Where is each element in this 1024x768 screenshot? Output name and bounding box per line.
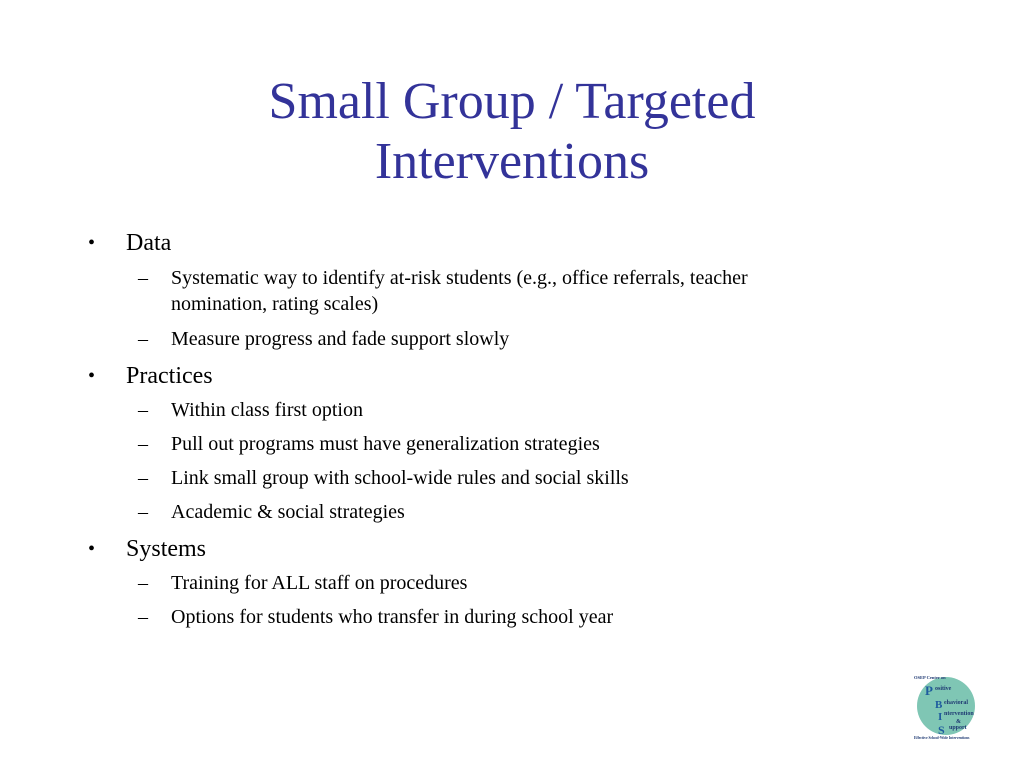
sub-bullet-marker: –: [138, 467, 148, 489]
title-line-1: Small Group / Targeted: [268, 73, 756, 130]
sub-bullet-marker: –: [138, 606, 148, 628]
sub-bullet-continuation: [171, 291, 378, 317]
sub-bullet: [138, 397, 363, 423]
pbis-logo: [908, 673, 998, 741]
sub-bullet: [138, 604, 614, 630]
bullet-text: Systems: [126, 536, 207, 562]
bullet-marker: •: [88, 232, 96, 254]
logo-letter-s: S: [938, 723, 945, 737]
sub-bullet: [138, 465, 629, 491]
sub-bullet: [138, 570, 468, 596]
sub-bullet: [138, 326, 510, 352]
bullet-data: [88, 229, 172, 257]
bullet-marker: •: [88, 538, 96, 560]
bullet-systems: [88, 535, 207, 563]
bullet-text: Data: [126, 230, 172, 256]
bullet-text: Practices: [126, 363, 213, 389]
sub-bullet-text: Academic & social strategies: [171, 501, 405, 523]
logo-word-5: upport: [949, 725, 967, 731]
sub-bullet-text: Options for students who transfer in during school year: [171, 606, 614, 628]
sub-bullet-text: Systematic way to identify at-risk students (e.g., office referrals, teacher: [171, 267, 748, 289]
logo-letter-i: I: [938, 711, 943, 723]
sub-bullet-marker: –: [138, 267, 148, 289]
sub-bullet-marker: –: [138, 399, 148, 421]
sub-bullet: [138, 431, 600, 457]
sub-bullet-text: nomination, rating scales): [171, 293, 379, 315]
sub-bullet-text: Training for ALL staff on procedures: [171, 572, 468, 594]
bullet-marker: •: [88, 365, 96, 387]
logo-word-1: ositive: [935, 686, 952, 692]
bullet-practices: [88, 362, 213, 390]
sub-bullet-text: Within class first option: [171, 399, 363, 421]
sub-bullet-marker: –: [138, 433, 148, 455]
sub-bullet-marker: –: [138, 328, 148, 350]
sub-bullet: [138, 265, 748, 291]
sub-bullet-text: Link small group with school-wide rules and social skills: [171, 467, 629, 489]
sub-bullet: [138, 499, 405, 525]
sub-bullet-text: Measure progress and fade support slowly: [171, 328, 510, 350]
sub-bullet-marker: –: [138, 501, 148, 523]
sub-bullet-marker: –: [138, 572, 148, 594]
logo-bottom-text: Effective School-Wide Interventions: [914, 736, 970, 740]
logo-top-text: OSEP Center on: [914, 675, 946, 680]
title-line-2: Interventions: [374, 133, 650, 190]
logo-word-3: ntervention: [944, 711, 974, 717]
logo-letter-b: B: [935, 699, 943, 711]
sub-bullet-text: Pull out programs must have generalization strategies: [171, 433, 600, 455]
logo-word-2: ehavioral: [944, 700, 968, 706]
logo-word-4: &: [956, 719, 961, 725]
logo-letter-p: P: [925, 683, 933, 698]
